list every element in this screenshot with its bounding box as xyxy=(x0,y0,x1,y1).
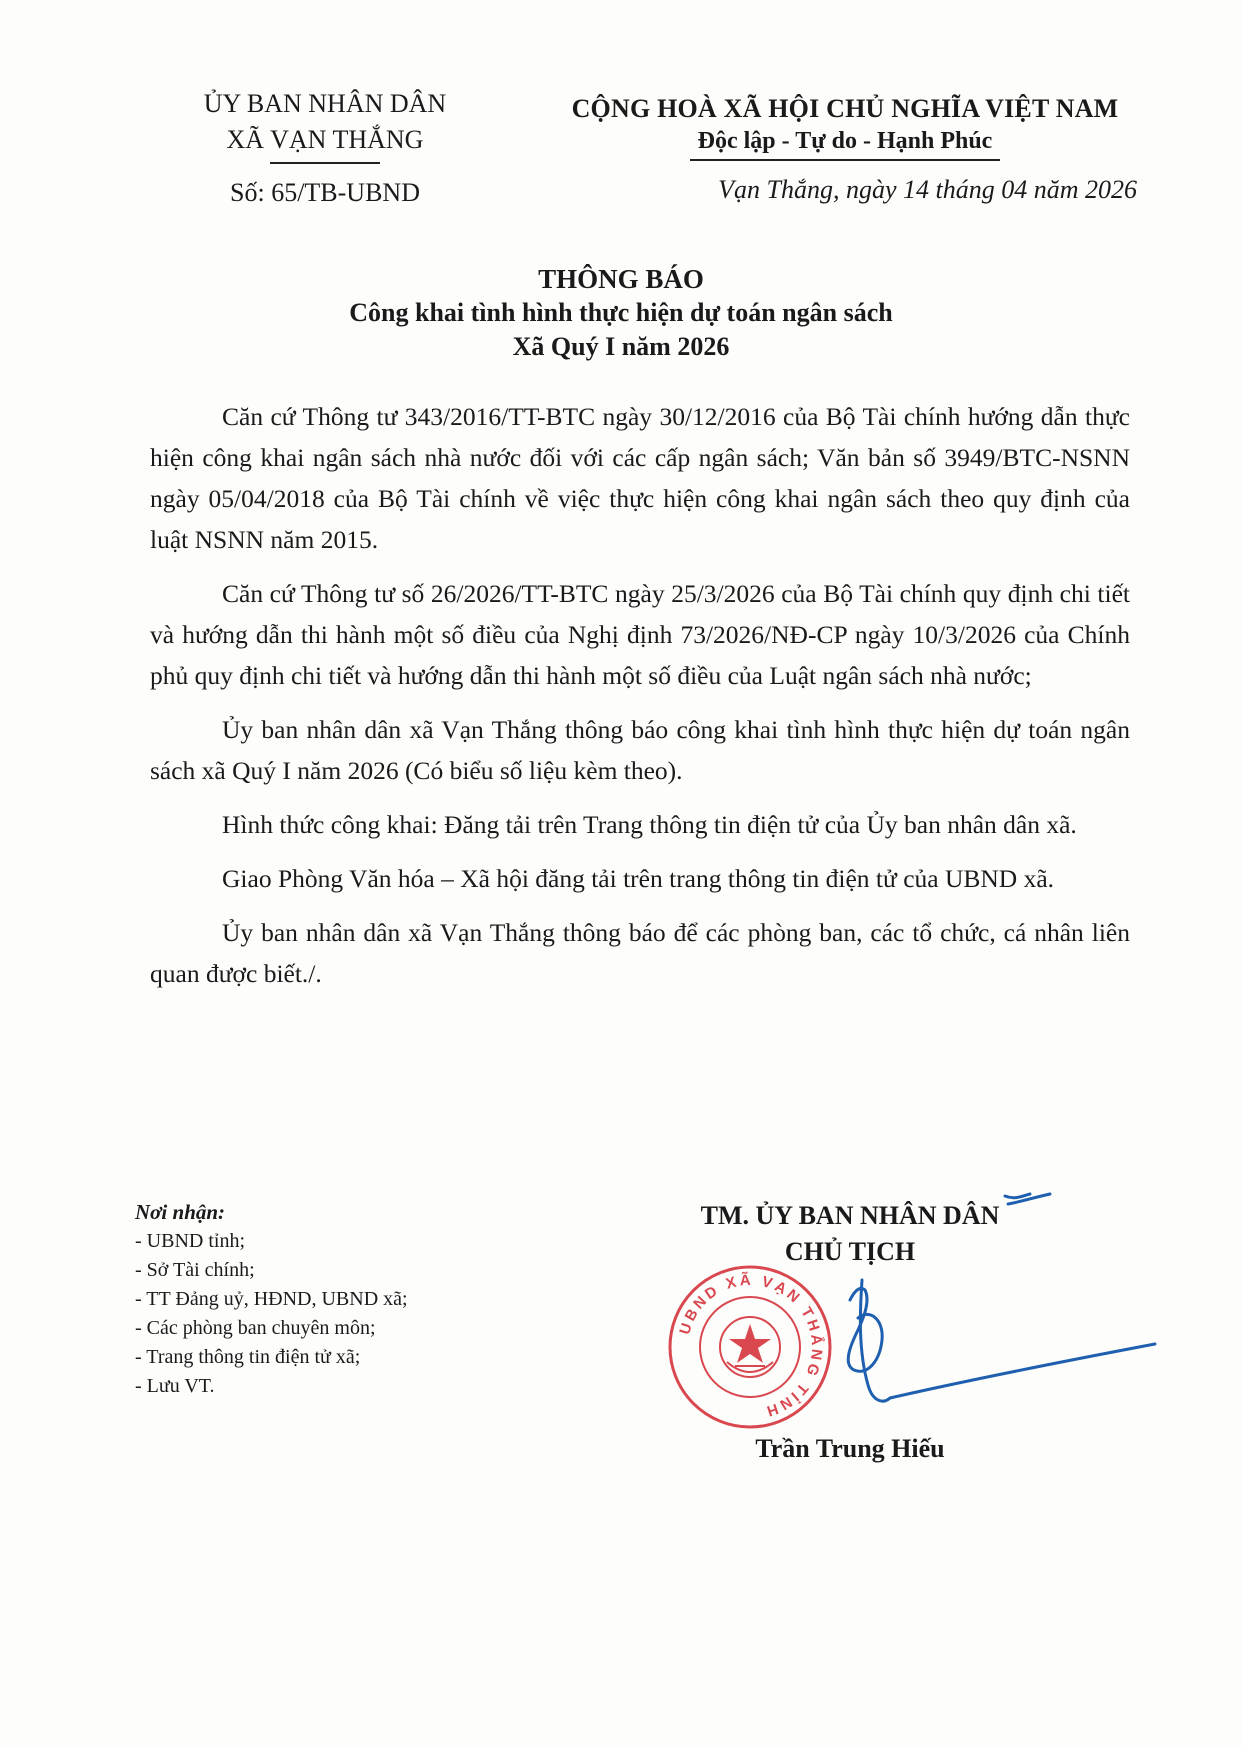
document-number: Số: 65/TB-UBND xyxy=(230,177,420,207)
handwritten-signature xyxy=(810,1190,1160,1430)
body-paragraph: Hình thức công khai: Đăng tải trên Trang thông tin điện tử của Ủy ban nhân dân xã. xyxy=(222,810,1077,839)
recipients-block xyxy=(135,1198,565,1401)
signer-name: Trần Trung Hiếu xyxy=(755,1434,945,1463)
signer-title: CHỦ TỊCH xyxy=(784,1237,916,1266)
body-paragraph: Giao Phòng Văn hóa – Xã hội đăng tải trên trang thông tin điện tử của UBND xã. xyxy=(222,864,1055,893)
motto-underline xyxy=(690,159,1000,161)
national-motto: Độc lập - Tự do - Hạnh Phúc xyxy=(697,128,993,154)
recipients-label: Nơi nhận: xyxy=(135,1200,226,1224)
body-paragraph: Căn cứ Thông tư 343/2016/TT-BTC ngày 30/12/2016 của Bộ Tài chính hướng dẫn thực hiện công khai ngân sách nhà nước đối với các cấp ngân sách; Văn bản số 3949/BTC-NSNN ngày 05/04/2018 của Bộ Tài chính về việc thực hiện công khai ngân sách theo quy định của luật NSNN năm 2015. xyxy=(150,402,1130,554)
title-period: Xã Quý I năm 2026 xyxy=(512,332,730,361)
org-name-line2: XÃ VẠN THẮNG xyxy=(226,125,424,154)
recipient-item: - Trang thông tin điện tử xã; xyxy=(135,1346,361,1368)
body-paragraph: Ủy ban nhân dân xã Vạn Thắng thông báo công khai tình hình thực hiện dự toán ngân sách xã Quý I năm 2026 (Có biểu số liệu kèm theo). xyxy=(150,715,1130,785)
recipients-list xyxy=(135,1227,565,1401)
seal-text: UBND XÃ VẠN THẮNG TỈNH xyxy=(676,1271,826,1421)
recipient-item: - UBND tỉnh; xyxy=(135,1230,245,1252)
recipient-item: - Lưu VT. xyxy=(135,1375,215,1397)
recipient-item: - Các phòng ban chuyên môn; xyxy=(135,1317,376,1339)
org-name-line1: ỦY BAN NHÂN DÂN xyxy=(203,89,447,118)
signer-authority: TM. ỦY BAN NHÂN DÂN xyxy=(700,1201,1000,1230)
recipient-item: - TT Đảng uỷ, HĐND, UBND xã; xyxy=(135,1288,408,1310)
national-header xyxy=(545,94,1145,205)
body-paragraph: Căn cứ Thông tư số 26/2026/TT-BTC ngày 25/3/2026 của Bộ Tài chính quy định chi tiết và hướng dẫn thi hành một số điều của Nghị định 73/2026/NĐ-CP ngày 10/3/2026 của Chính phủ quy định chi tiết và hướng dẫn thi hành một số điều của Luật ngân sách nhà nước; xyxy=(150,579,1130,690)
document-body xyxy=(150,396,1130,1007)
title-type: THÔNG BÁO xyxy=(538,264,704,294)
nation-title: CỘNG HOÀ XÃ HỘI CHỦ NGHĨA VIỆT NAM xyxy=(571,94,1119,123)
org-underline xyxy=(270,162,380,164)
issuing-authority xyxy=(175,86,475,208)
title-subject: Công khai tình hình thực hiện dự toán ngân sách xyxy=(349,298,893,327)
place-date-line: Vạn Thắng, ngày 14 tháng 04 năm 2026 xyxy=(718,174,1137,204)
recipient-item: - Sở Tài chính; xyxy=(135,1259,255,1281)
document-title xyxy=(0,262,1242,364)
body-paragraph: Ủy ban nhân dân xã Vạn Thắng thông báo để các phòng ban, các tổ chức, cá nhân liên quan được biết./. xyxy=(150,918,1130,988)
